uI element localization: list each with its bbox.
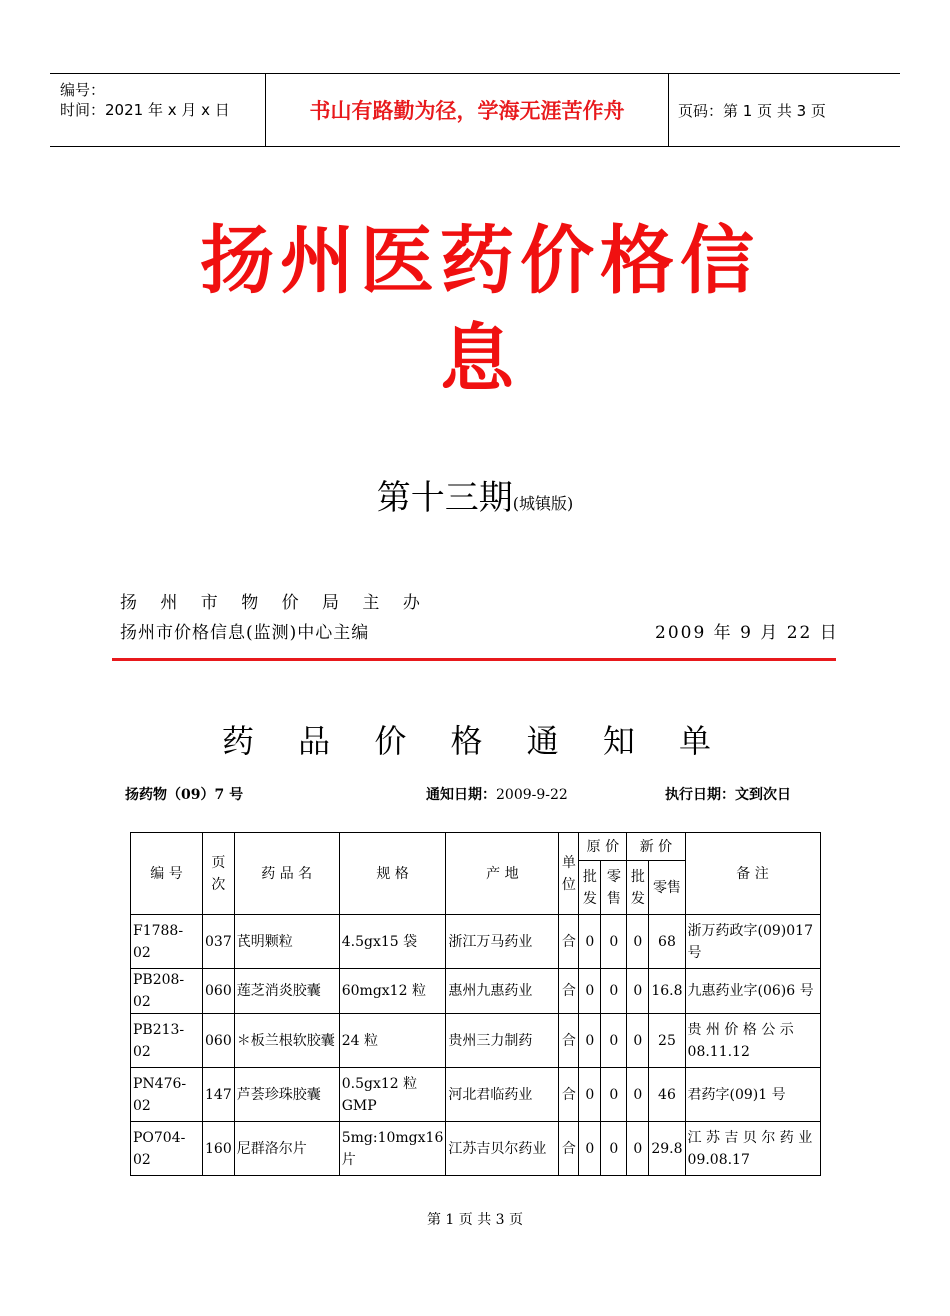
doc-number: 扬药物（09）7 号 <box>125 787 244 803</box>
cell-origin: 贵州三力制药 <box>446 1014 559 1068</box>
header-orig-price: 原 价 <box>579 833 627 861</box>
cell-origin: 浙江万马药业 <box>446 915 559 969</box>
table-row <box>131 1014 821 1068</box>
price-table <box>130 832 821 1176</box>
header-name: 药 品 名 <box>234 833 339 915</box>
cell-orig-wholesale: 0 <box>579 1014 601 1068</box>
motto: 书山有路勤为径，学海无涯苦作舟 <box>309 99 625 123</box>
cell-unit: 合 <box>559 969 579 1014</box>
cell-unit: 合 <box>559 1068 579 1122</box>
issue-line <box>0 470 950 519</box>
cell-orig-wholesale: 0 <box>579 1068 601 1122</box>
exec-date: 执行日期：文到次日 <box>665 787 791 803</box>
cell-new-retail: 29.8 <box>649 1122 685 1176</box>
table-header-row <box>131 833 821 861</box>
edition-label: (城镇版) <box>512 494 574 513</box>
header-unit: 单位 <box>559 833 579 915</box>
notice-date: 通知日期：2009-9-22 <box>426 787 568 803</box>
cell-new-wholesale: 0 <box>627 969 649 1014</box>
cell-name: ＊板兰根软胶囊 <box>234 1014 339 1068</box>
cell-origin: 河北君临药业 <box>446 1068 559 1122</box>
cell-name: 莲芝消炎胶囊 <box>234 969 339 1014</box>
cell-page: 147 <box>203 1068 235 1122</box>
cell-orig-retail: 0 <box>601 1122 627 1176</box>
cell-page: 037 <box>203 915 235 969</box>
publication-title-line2: 息 <box>440 316 520 402</box>
cell-spec: 5mg:10mgx16 片 <box>339 1122 446 1176</box>
cell-origin: 江苏吉贝尔药业 <box>446 1122 559 1176</box>
cell-new-retail: 25 <box>649 1014 685 1068</box>
cell-name: 尼群洛尔片 <box>234 1122 339 1176</box>
table-row <box>131 1122 821 1176</box>
cell-code: PN476-02 <box>131 1068 203 1122</box>
cell-code: PB213-02 <box>131 1014 203 1068</box>
page-label: 页码：第 1 页 共 3 页 <box>678 101 826 120</box>
header-meta <box>60 80 265 120</box>
editor: 扬州市价格信息(监测)中心主编 <box>120 623 370 643</box>
cell-spec: 0.5gx12 粒 GMP <box>339 1068 446 1122</box>
cell-remark: 浙万药政字(09)017 号 <box>685 915 820 969</box>
page-footer: 第 1 页 共 3 页 <box>426 1212 524 1228</box>
cell-remark: 君药字(09)1 号 <box>685 1068 820 1122</box>
header-new-retail: 零售 <box>649 861 685 915</box>
table-row <box>131 915 821 969</box>
red-divider <box>112 658 836 661</box>
header-code: 编 号 <box>131 833 203 915</box>
cell-spec: 4.5gx15 袋 <box>339 915 446 969</box>
publication-title-line1: 扬州医药价格信 <box>200 218 760 304</box>
cell-name: 芪明颗粒 <box>234 915 339 969</box>
cell-spec: 24 粒 <box>339 1014 446 1068</box>
cell-new-wholesale: 0 <box>627 1068 649 1122</box>
cell-page: 060 <box>203 969 235 1014</box>
cell-remark: 江 苏 吉 贝 尔 药 业 09.08.17 <box>685 1122 820 1176</box>
issue-number: 第十三期 <box>376 478 513 518</box>
cell-remark: 九惠药业字(06)6 号 <box>685 969 820 1014</box>
cell-unit: 合 <box>559 1122 579 1176</box>
cell-new-wholesale: 0 <box>627 915 649 969</box>
cell-new-wholesale: 0 <box>627 1122 649 1176</box>
cell-page: 060 <box>203 1014 235 1068</box>
cell-orig-retail: 0 <box>601 1068 627 1122</box>
cell-page: 160 <box>203 1122 235 1176</box>
cell-code: PO704-02 <box>131 1122 203 1176</box>
header-new-wholesale: 批发 <box>627 861 649 915</box>
cell-orig-retail: 0 <box>601 915 627 969</box>
header-orig-retail: 零售 <box>601 861 627 915</box>
cell-unit: 合 <box>559 1014 579 1068</box>
cell-orig-wholesale: 0 <box>579 1122 601 1176</box>
cell-name: 芦荟珍珠胶囊 <box>234 1068 339 1122</box>
header-new-price: 新 价 <box>627 833 685 861</box>
header-spec: 规 格 <box>339 833 446 915</box>
time-label: 时间：2021 年 x 月 x 日 <box>60 101 230 119</box>
cell-code: PB208-02 <box>131 969 203 1014</box>
notice-title: 药 品 价 格 通 知 单 <box>221 722 729 760</box>
cell-orig-wholesale: 0 <box>579 969 601 1014</box>
cell-new-retail: 46 <box>649 1068 685 1122</box>
cell-origin: 惠州九惠药业 <box>446 969 559 1014</box>
cell-unit: 合 <box>559 915 579 969</box>
cell-orig-retail: 0 <box>601 969 627 1014</box>
table-row <box>131 969 821 1014</box>
cell-orig-retail: 0 <box>601 1014 627 1068</box>
cell-new-wholesale: 0 <box>627 1014 649 1068</box>
header-origin: 产 地 <box>446 833 559 915</box>
cell-new-retail: 68 <box>649 915 685 969</box>
cell-orig-wholesale: 0 <box>579 915 601 969</box>
number-label: 编号： <box>60 81 106 99</box>
header-remark: 备 注 <box>685 833 820 915</box>
publish-date: 2009 年 9 月 22 日 <box>655 623 839 643</box>
cell-spec: 60mgx12 粒 <box>339 969 446 1014</box>
publication-title <box>160 212 800 408</box>
header-orig-wholesale: 批发 <box>579 861 601 915</box>
cell-remark: 贵 州 价 格 公 示 08.11.12 <box>685 1014 820 1068</box>
header-page: 页次 <box>203 833 235 915</box>
sponsor: 扬 州 市 物 价 局 主 办 <box>120 593 429 613</box>
cell-new-retail: 16.8 <box>649 969 685 1014</box>
cell-code: F1788-02 <box>131 915 203 969</box>
table-row <box>131 1068 821 1122</box>
divider <box>668 74 669 146</box>
header-bar <box>50 73 900 147</box>
